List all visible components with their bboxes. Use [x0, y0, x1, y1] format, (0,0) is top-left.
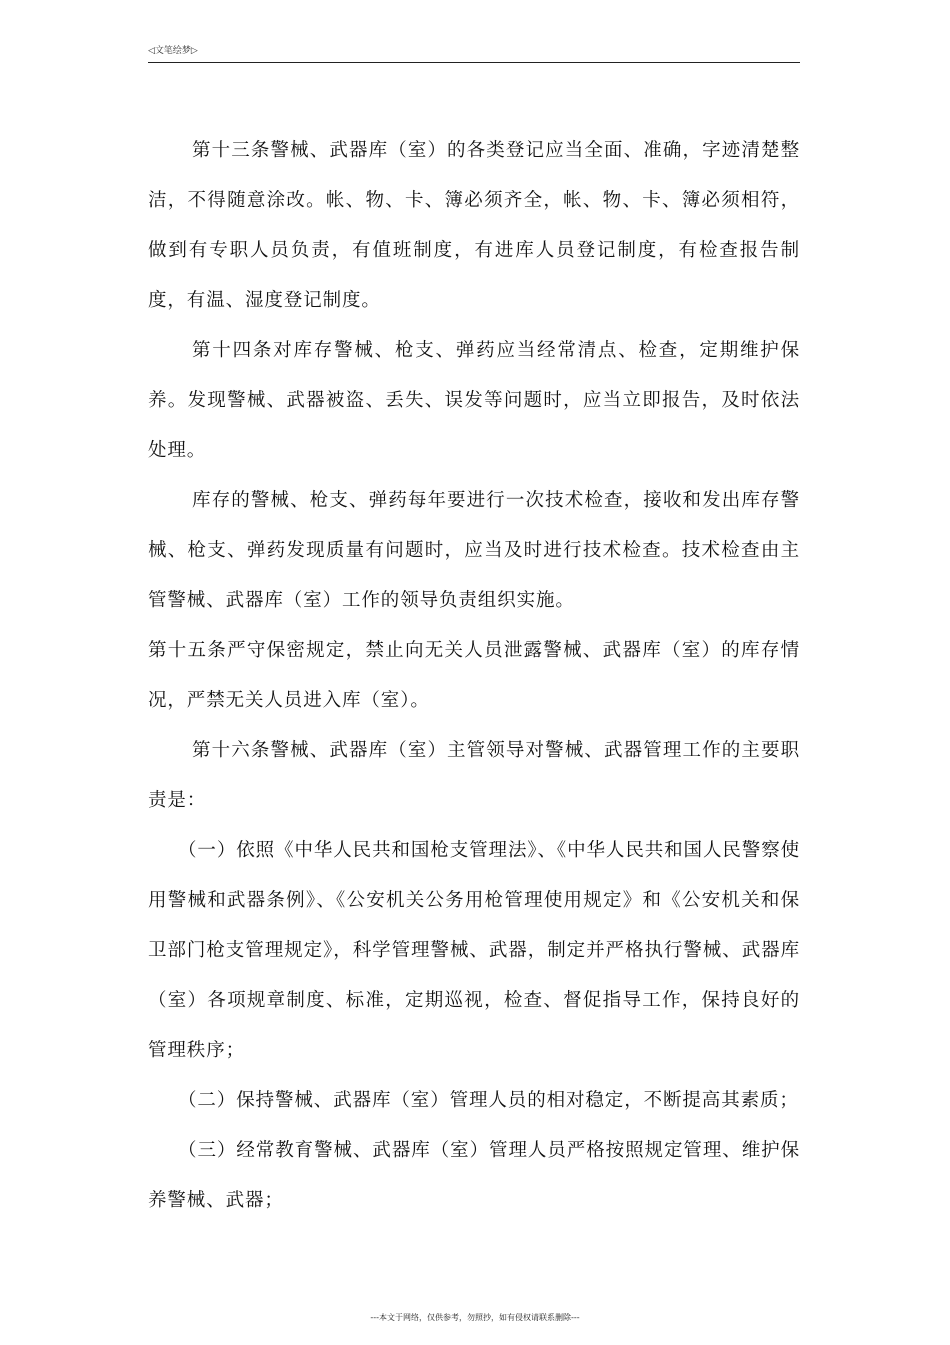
- article-16-paragraph: 第十六条警械、武器库（室）主管领导对警械、武器管理工作的主要职责是：: [148, 740, 800, 811]
- header-logo: ◁文笔绘梦▷: [148, 46, 198, 56]
- article-14-paragraph: 第十四条对库存警械、枪支、弹药应当经常清点、检查，定期维护保养。发现警械、武器被盗、丢失、误发等问题时，应当立即报告，及时依法处理。: [148, 340, 800, 461]
- page-footer-note: ---本文于网络，仅供参考，勿照抄，如有侵权请联系删除---: [370, 1313, 580, 1322]
- article-15-paragraph: 第十五条严守保密规定，禁止向无关人员泄露警械、武器库（室）的库存情况，严禁无关人员进入库（室）。: [148, 640, 800, 711]
- document-body: [148, 126, 800, 1226]
- page-header: [148, 44, 800, 63]
- technical-inspection-paragraph: 库存的警械、枪支、弹药每年要进行一次技术检查，接收和发出库存警械、枪支、弹药发现质量有问题时，应当及时进行技术检查。技术检查由主管警械、武器库（室）工作的领导负责组织实施。: [148, 490, 800, 611]
- duty-item-3: （三）经常教育警械、武器库（室）管理人员严格按照规定管理、维护保养警械、武器；: [148, 1140, 800, 1211]
- duty-item-2: （二）保持警械、武器库（室）管理人员的相对稳定，不断提高其素质；: [178, 1090, 799, 1111]
- article-13-paragraph: 第十三条警械、武器库（室）的各类登记应当全面、准确，字迹清楚整洁，不得随意涂改。帐、物、卡、簿必须齐全，帐、物、卡、簿必须相符，做到有专职人员负责，有值班制度，有进库人员登记制度，有检查报告制度，有温、湿度登记制度。: [148, 140, 800, 311]
- duty-item-1: （一）依照《中华人民共和国枪支管理法》、《中华人民共和国人民警察使用警械和武器条例》、《公安机关公务用枪管理使用规定》和《公安机关和保卫部门枪支管理规定》，科学管理警械、武器，制定并严格执行警械、武器库（室）各项规章制度、标准，定期巡视，检查、督促指导工作，保持良好的管理秩序；: [148, 840, 800, 1061]
